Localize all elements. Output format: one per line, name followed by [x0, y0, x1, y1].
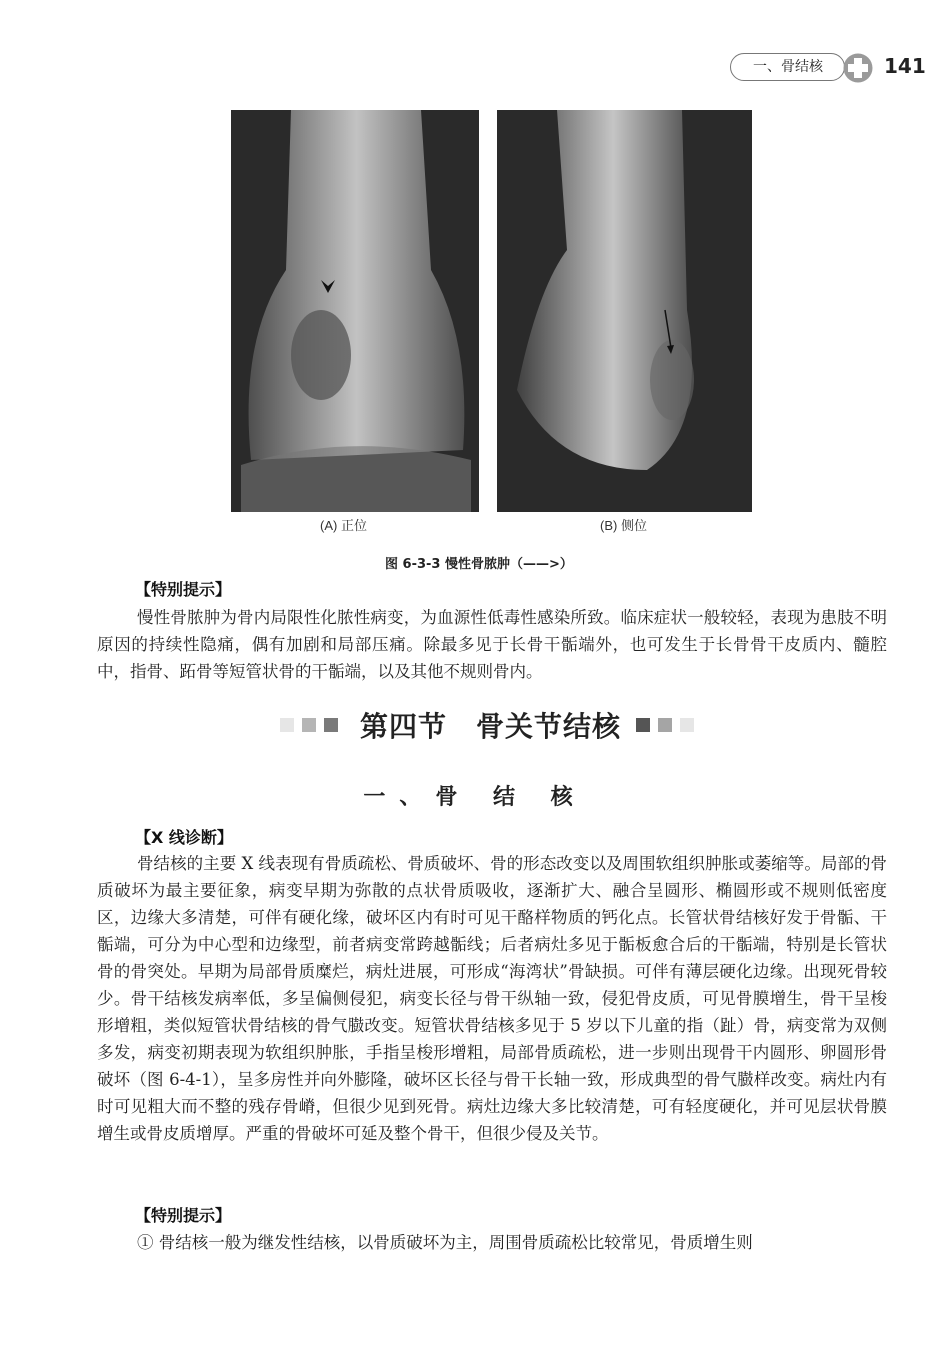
xray-image-ap [231, 110, 479, 512]
header-section-label: 一、骨结核 [730, 53, 845, 81]
decor-square-icon [680, 718, 694, 732]
section-heading [280, 705, 710, 747]
special-note-paragraph-1: 慢性骨脓肿为骨内局限性化脓性病变，为血源性低毒性感染所致。临床症状一般较轻，表现为患肢不明原因的持续性隐痛，偶有加剧和局部压痛。除最多见于长骨干骺端外，也可发生于长骨骨干皮质内、髓腔中，指骨、跖骨等短管状骨的干骺端，以及其他不规则骨内。 [97, 608, 887, 681]
medical-cross-icon [843, 53, 873, 83]
special-note-paragraph-2: ① 骨结核一般为继发性结核，以骨质破坏为主，周围骨质疏松比较常见，骨质增生则 [137, 1233, 753, 1252]
decor-square-icon [636, 718, 650, 732]
special-note-tag-2: 【特别提示】 [135, 1206, 232, 1225]
decor-square-icon [658, 718, 672, 732]
subsection-title: 一、骨 结 核 [363, 784, 587, 810]
page-number: 141 [884, 54, 926, 78]
section-title: 第四节 骨关节结核 [360, 710, 622, 743]
xray-diagnosis-tag: 【X 线诊断】 [135, 828, 233, 847]
figure-title: 图 6-3-3 慢性骨脓肿（——>） [385, 557, 573, 572]
xray-diagnosis-paragraph: 骨结核的主要 X 线表现有骨质疏松、骨质破坏、骨的形态改变以及周围软组织肿胀或萎缩等。局部的骨质破坏为最主要征象，病变早期为弥散的点状骨质吸收，逐渐扩大、融合呈圆形、椭圆形或不规则低密度区，边缘大多清楚，可伴有硬化缘，破坏区内有时可见干酪样物质的钙化点。长管状骨结核好发于骨骺、干骺端，可分为中心型和边缘型，前者病变常跨越骺线；后者病灶多见于骺板愈合后的干骺端，特别是长管状骨的骨突处。早期为局部骨质糜烂，病灶进展，可形成“海湾状”骨缺损。可伴有薄层硬化边缘。出现死骨较少。骨干结核发病率低，多呈偏侧侵犯，病变长径与骨干纵轴一致，侵犯骨皮质，可见骨膜增生，骨干呈梭形增粗，类似短管状骨结核的骨气臌改变。短管状骨结核多见于 5 岁以下儿童的指（趾）骨，病变常为双侧多发，病变初期表现为软组织肿胀，手指呈梭形增粗，局部骨质疏松，进一步则出现骨干内圆形、卵圆形骨破坏（图 6-4-1），呈多房性并向外膨隆，破坏区长径与骨干长轴一致，形成典型的骨气臌样改变。病灶内有时可见粗大而不整的残存骨嵴，但很少见到死骨。病灶边缘大多比较清楚，可有轻度硬化，并可见层状骨膜增生或骨皮质增厚。严重的骨破坏可延及整个骨干，但很少侵及关节。 [97, 854, 887, 1143]
figure-caption-a: (A) 正位 [320, 518, 367, 533]
decor-square-icon [302, 718, 316, 732]
special-note-tag-1: 【特别提示】 [135, 580, 232, 599]
decor-square-icon [280, 718, 294, 732]
decor-square-icon [324, 718, 338, 732]
xray-image-lateral [497, 110, 752, 512]
figure-caption-b: (B) 侧位 [600, 518, 647, 533]
